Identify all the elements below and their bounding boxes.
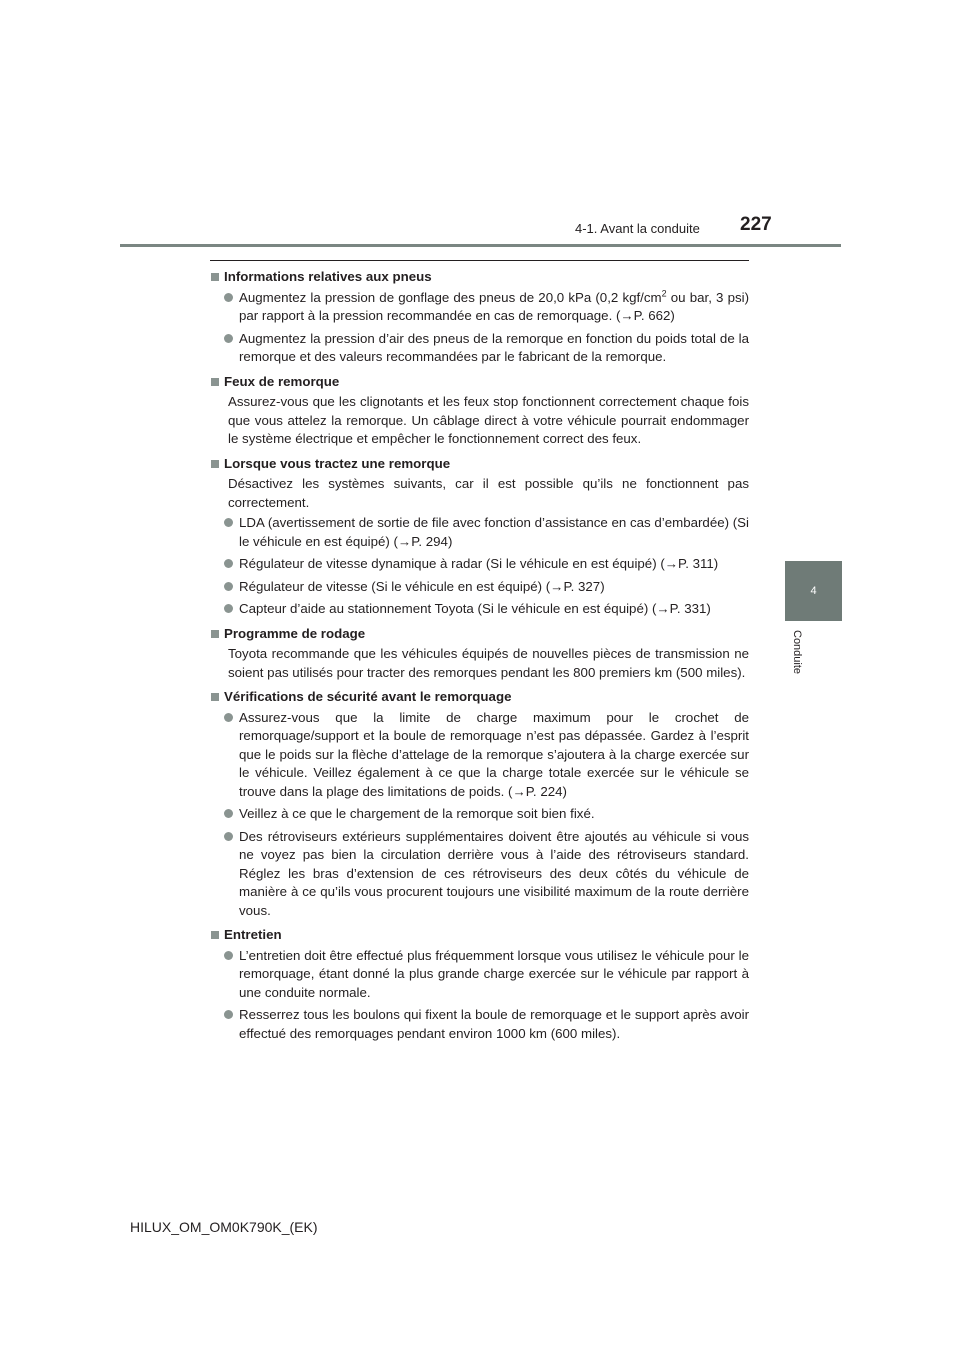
page-content bbox=[210, 268, 749, 1047]
section-paragraph: Désactivez les systèmes suivants, car il est possible qu’ils ne fonctionnent pas correctement. bbox=[228, 476, 749, 510]
section-title: Vérifications de sécurité avant le remorquage bbox=[210, 688, 749, 707]
section-title: Lorsque vous tractez une remorque bbox=[210, 455, 749, 474]
bullet-text: Augmentez la pression de gonflage des pneus de 20,0 kPa (0,2 kgf/cm bbox=[239, 289, 662, 305]
list-item: Veillez à ce que le chargement de la remorque soit bien fixé. bbox=[221, 805, 749, 824]
section-paragraph: Toyota recommande que les véhicules équipés de nouvelles pièces de transmission ne soient pas utilisés pour tracter des remorques pendant les 800 premiers km (500 miles). bbox=[228, 646, 749, 680]
section-title: Feux de remorque bbox=[210, 373, 749, 392]
list-item: Régulateur de vitesse (Si le véhicule en est équipé) (→P. 327) bbox=[221, 578, 749, 597]
section-trailer-lights bbox=[210, 373, 749, 449]
section-safety-checks bbox=[210, 688, 749, 920]
list-item: L’entretien doit être effectué plus fréquemment lorsque vous utilisez le véhicule pour le remorquage, étant donné la plus grande charge exercée sur le véhicule par rapport à une conduite normale. bbox=[221, 947, 749, 1003]
chapter-name: Conduite bbox=[791, 630, 803, 675]
content-top-rule bbox=[210, 260, 749, 261]
list-item bbox=[221, 289, 749, 326]
section-title: Informations relatives aux pneus bbox=[210, 268, 749, 287]
bullet-text: ou bar, 3 psi) par rapport à la pression recommandée en cas de remorquage. (→P. 662) bbox=[239, 289, 749, 323]
superscript: 2 bbox=[661, 288, 667, 299]
list-item: Augmentez la pression d’air des pneus de la remorque en fonction du poids total de la remorque et des valeurs recommandées par le fabricant de la remorque. bbox=[221, 330, 749, 367]
header-section-title: 4-1. Avant la conduite bbox=[575, 221, 700, 236]
list-item: Resserrez tous les boulons qui fixent la boule de remorquage et le support après avoir effectué des remorquages pendant environ 1000 km (600 miles). bbox=[221, 1006, 749, 1043]
list-item: Capteur d’aide au stationnement Toyota (Si le véhicule en est équipé) (→P. 331) bbox=[221, 600, 749, 619]
list-item: Assurez-vous que la limite de charge maximum pour le crochet de remorquage/support et la boule de remorquage n’est pas dépassée. Gardez à l’esprit que le poids sur la flèche d’attelage de la remorque s’ajoutera à la charge exercée sur le véhicule. Veillez également à ce que la charge totale exercée sur le véhicule se trouve dans la plage des limitations de poids. (→P. 224) bbox=[221, 709, 749, 802]
list-item: LDA (avertissement de sortie de file avec fonction d’assistance en cas d’embardée) (Si le véhicule en est équipé) (→P. 294) bbox=[221, 514, 749, 551]
header-rule bbox=[120, 244, 841, 247]
section-title: Programme de rodage bbox=[210, 625, 749, 644]
section-break-in bbox=[210, 625, 749, 683]
section-towing bbox=[210, 455, 749, 619]
footer-document-code: HILUX_OM_OM0K790K_(EK) bbox=[130, 1219, 318, 1235]
page-number: 227 bbox=[740, 214, 772, 235]
section-maintenance bbox=[210, 926, 749, 1043]
section-tires bbox=[210, 268, 749, 367]
list-item: Des rétroviseurs extérieurs supplémentaires doivent être ajoutés au véhicule si vous ne voyez pas bien la circulation derrière vous à l’aide des rétroviseurs standard. Réglez les bras d’extension de ces rétroviseurs des deux côtés du véhicule de manière à ce qu’ils vous procurent toujours une visibilité maximum de la route derrière vous. bbox=[221, 828, 749, 921]
list-item: Régulateur de vitesse dynamique à radar (Si le véhicule en est équipé) (→P. 311) bbox=[221, 555, 749, 574]
section-title: Entretien bbox=[210, 926, 749, 945]
chapter-tab[interactable] bbox=[785, 561, 842, 621]
chapter-number: 4 bbox=[810, 585, 817, 597]
section-paragraph: Assurez-vous que les clignotants et les feux stop fonctionnent correctement chaque fois que vous attelez la remorque. Un câblage direct à votre véhicule pourrait endommager le système électrique et empêcher le fonctionnement correct des feux. bbox=[228, 394, 749, 446]
